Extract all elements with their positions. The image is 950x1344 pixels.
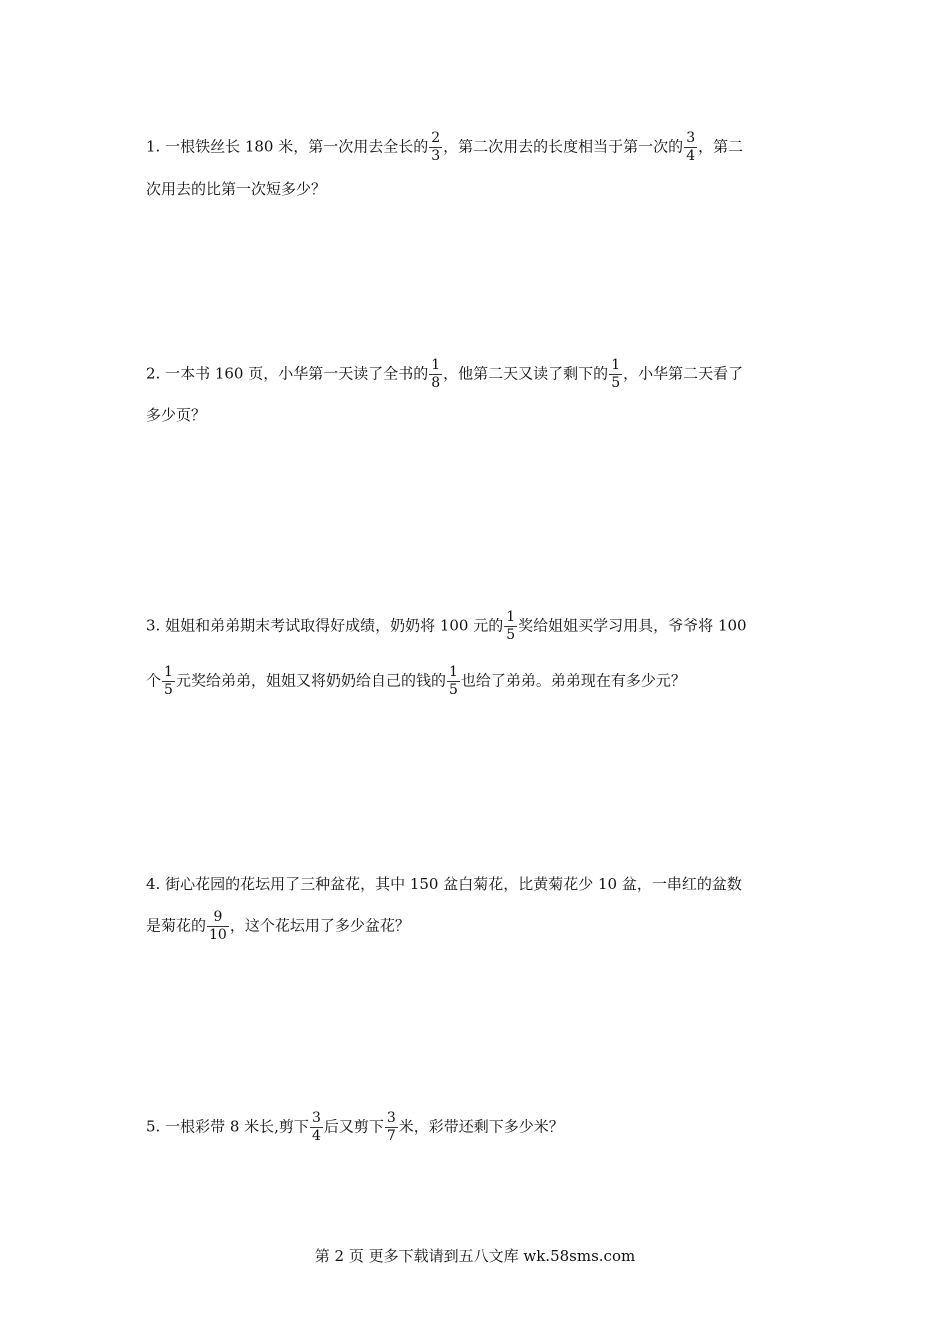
problem-text: ，第二 (698, 137, 744, 156)
fraction-denominator: 4 (686, 148, 696, 164)
fraction-denominator: 3 (431, 148, 441, 164)
problem-text: 1. 一根铁丝长 180 米，第一次用去全长的 (146, 137, 429, 156)
problem-text: ，第二次用去的长度相当于第一次的 (443, 137, 684, 156)
fraction-denominator: 5 (448, 682, 458, 698)
problem-text: 元奖给弟弟，姐姐又将奶奶给自己的钱的 (175, 671, 446, 690)
problem-3-line-2 (146, 664, 686, 698)
fraction-denominator: 8 (431, 375, 441, 391)
fraction-numerator: 2 (431, 130, 441, 146)
fraction-numerator: 9 (213, 909, 223, 925)
fraction-denominator: 10 (209, 927, 227, 943)
fraction (385, 1110, 398, 1145)
fraction-denominator: 7 (386, 1128, 396, 1144)
problem-text: ，这个花坛用了多少盆花？ (229, 916, 410, 935)
fraction (429, 357, 442, 392)
fraction-numerator: 1 (164, 664, 173, 680)
problem-text: 多少页？ (146, 406, 207, 424)
fraction (504, 609, 517, 644)
problem-5-line-1 (146, 1110, 564, 1144)
problem-2-line-2 (146, 404, 206, 426)
problem-text: 个 (146, 671, 162, 690)
problem-1-line-2 (146, 178, 326, 200)
fraction-denominator: 5 (611, 375, 621, 391)
fraction-denominator: 4 (311, 1128, 321, 1144)
fraction-numerator: 1 (506, 609, 516, 625)
page-footer: 第 2 页 更多下载请到五八文库 wk.58sms.com (314, 1247, 636, 1265)
fraction (609, 357, 622, 392)
problem-text: 奖给姐姐买学习用具，爷爷将 100 (518, 616, 747, 635)
problem-text: 2. 一本书 160 页，小华第一天读了全书的 (146, 364, 429, 383)
problem-text: 也给了弟弟。弟弟现在有多少元？ (460, 671, 686, 690)
problem-text: 4. 街心花园的花坛用了三种盆花，其中 150 盆白菊花，比黄菊花少 10 盆，一串红的盆数 (146, 875, 742, 893)
problem-2-line-1 (146, 357, 744, 391)
problem-text: ，他第二天又读了剩下的 (443, 364, 609, 383)
fraction (447, 664, 460, 699)
fraction (310, 1110, 323, 1145)
fraction-numerator: 1 (448, 664, 458, 680)
problem-4-line-2 (146, 909, 410, 943)
fraction (429, 130, 442, 165)
fraction-numerator: 1 (611, 357, 621, 373)
problem-1-line-1 (146, 130, 744, 164)
fraction-denominator: 5 (164, 682, 173, 698)
problem-3-line-1 (146, 609, 747, 643)
problem-text: 米，彩带还剩下多少米？ (398, 1117, 564, 1136)
problem-text: 是菊花的 (146, 916, 207, 935)
fraction (162, 664, 175, 699)
fraction-numerator: 1 (431, 357, 441, 373)
fraction-numerator: 3 (311, 1110, 321, 1126)
problem-text: ，小华第二天看了 (623, 364, 744, 383)
problem-4-line-1 (146, 873, 742, 895)
problem-text: 次用去的比第一次短多少？ (146, 180, 327, 198)
problem-text: 5. 一根彩带 8 米长,剪下 (146, 1117, 309, 1136)
fraction-numerator: 3 (386, 1110, 396, 1126)
fraction (207, 909, 229, 944)
problem-text: 后又剪下 (323, 1117, 384, 1136)
fraction-denominator: 5 (506, 627, 516, 643)
fraction-numerator: 3 (686, 130, 696, 146)
problem-text: 3. 姐姐和弟弟期末考试取得好成绩，奶奶将 100 元的 (146, 616, 504, 635)
fraction (684, 130, 697, 165)
